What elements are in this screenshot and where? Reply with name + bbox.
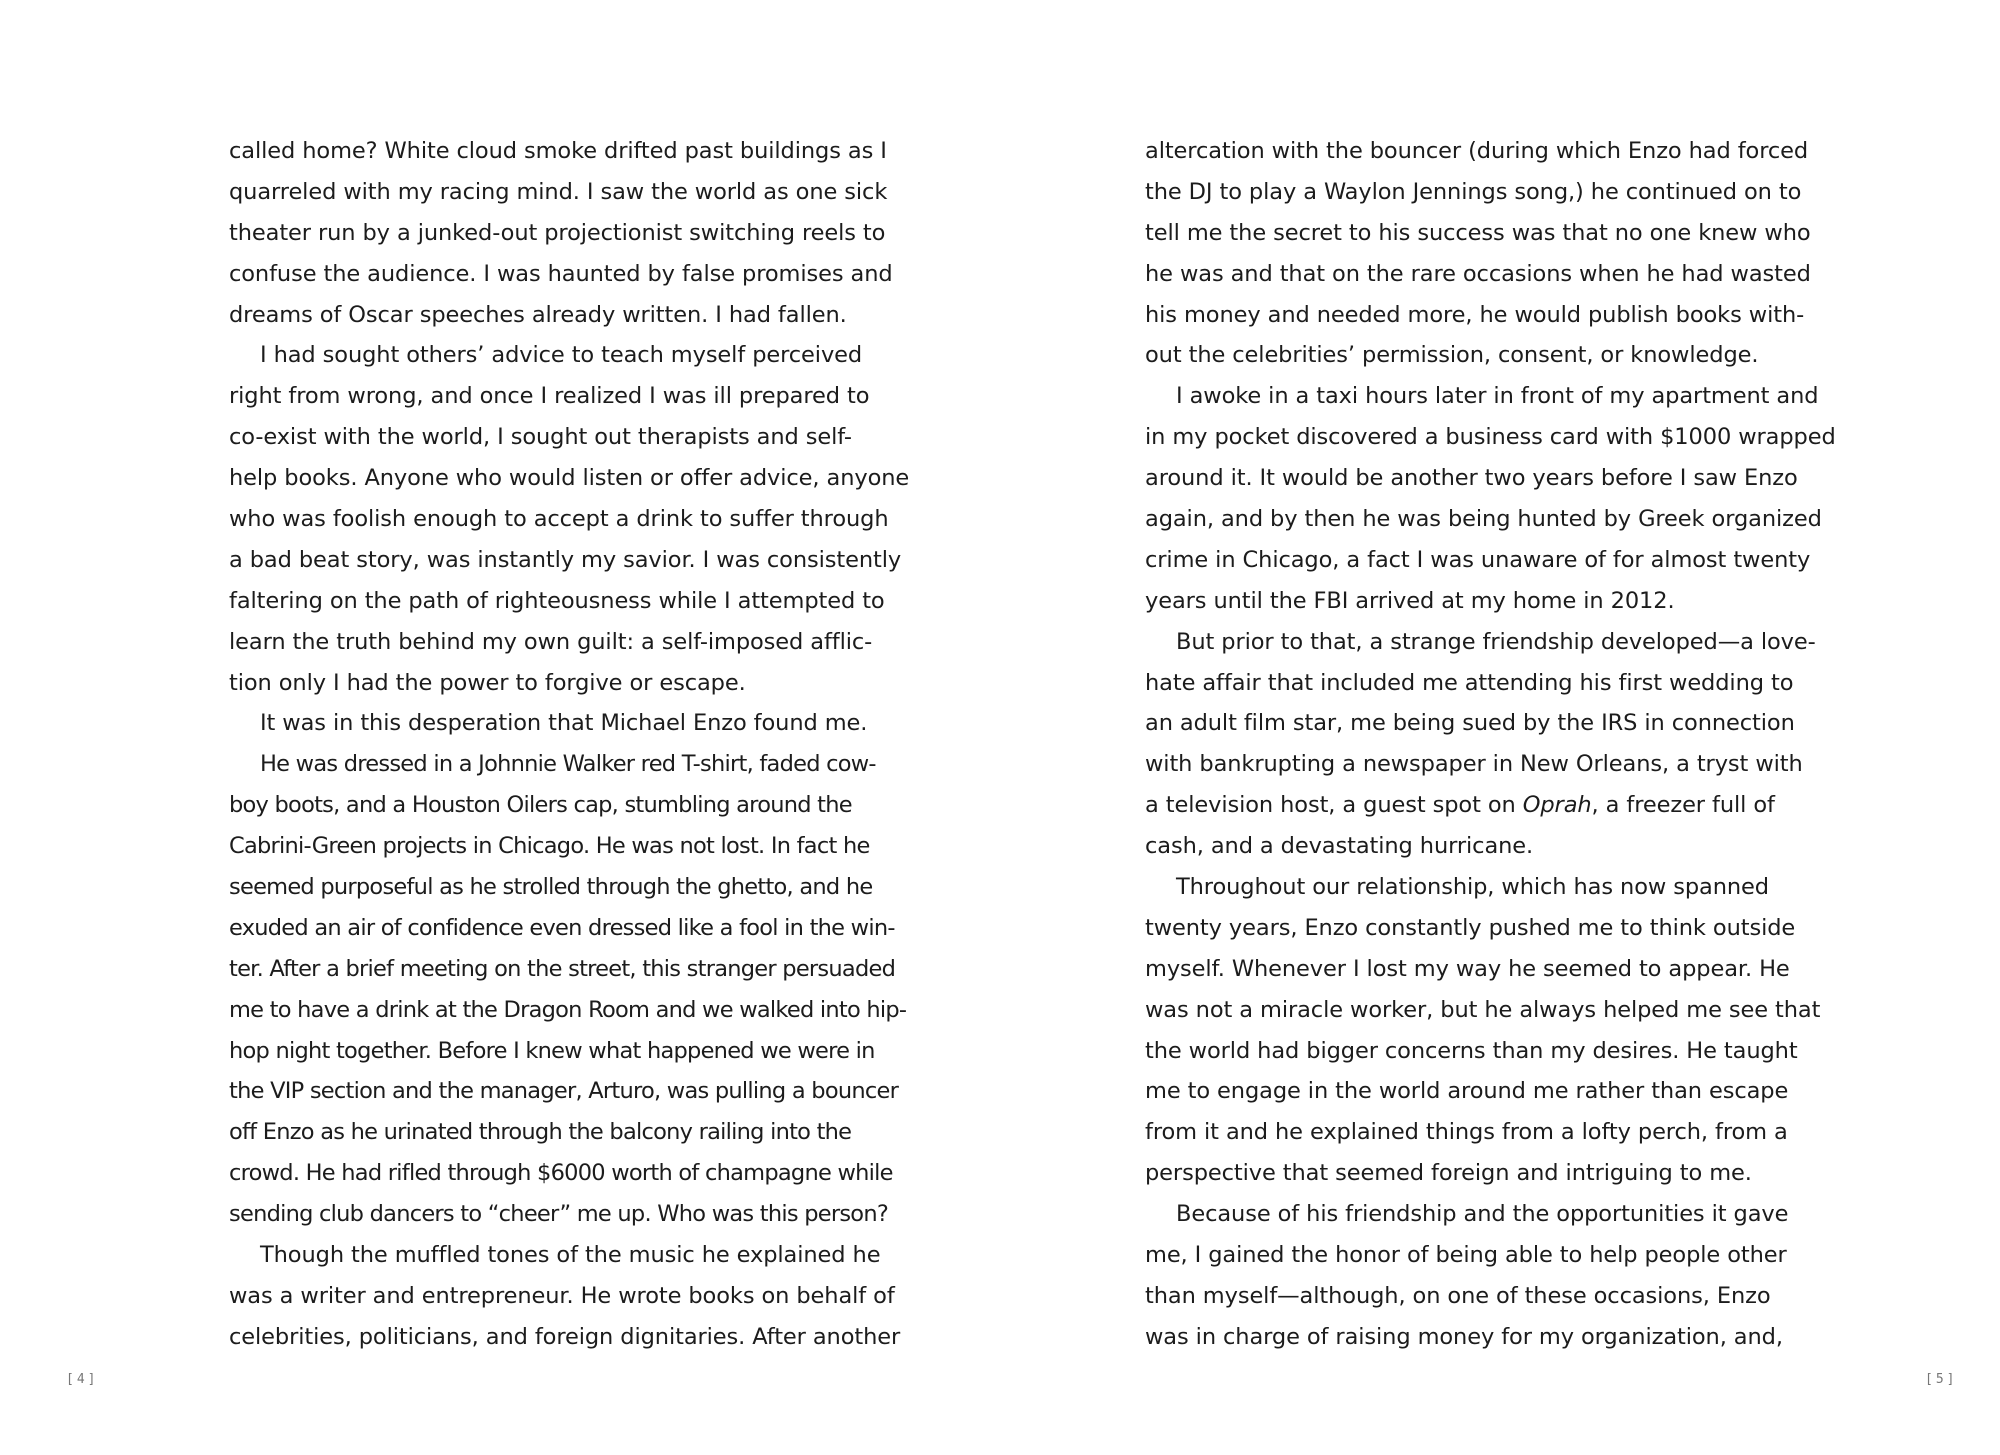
- text-line: Though the muffled tones of the music he explained he: [260, 1242, 881, 1269]
- text-segment: a television host, a guest spot on: [1145, 792, 1523, 819]
- text-line: faltering on the path of righteousness while I attempted to: [229, 587, 885, 614]
- text-segment: , a freezer full of: [1591, 792, 1775, 819]
- right-page-text: [1145, 131, 1836, 1358]
- text-line: a bad beat story, was instantly my savior. I was consistently: [229, 546, 902, 573]
- page-number-right: [5]: [1925, 1372, 1958, 1387]
- text-line: from it and he explained things from a lofty perch, from a: [1145, 1119, 1788, 1146]
- text-line: tell me the secret to his success was that no one knew who: [1145, 219, 1811, 246]
- italic-title: Oprah: [1522, 792, 1592, 819]
- page-number-left: [4]: [66, 1372, 99, 1387]
- text-line: crime in Chicago, a fact I was unaware of for almost twenty: [1145, 546, 1811, 573]
- text-line: confuse the audience. I was haunted by false promises and: [229, 260, 893, 287]
- text-line: his money and needed more, he would publish books with-: [1145, 301, 1805, 328]
- left-page-text: [229, 131, 910, 1358]
- text-line: perspective that seemed foreign and intriguing to me.: [1145, 1160, 1752, 1187]
- text-line: sending club dancers to “cheer” me up. Who was this person?: [229, 1201, 889, 1228]
- text-line: right from wrong, and once I realized I was ill prepared to: [229, 383, 870, 410]
- text-line: He was dressed in a Johnnie Walker red T-shirt, faded cow-: [260, 751, 876, 778]
- text-line: I had sought others’ advice to teach myself perceived: [260, 342, 863, 369]
- text-line: with bankrupting a newspaper in New Orleans, a tryst with: [1145, 751, 1803, 778]
- text-line: cash, and a devastating hurricane.: [1145, 833, 1534, 860]
- text-line: the VIP section and the manager, Arturo, was pulling a bouncer: [229, 1078, 899, 1105]
- text-line: hop night together. Before I knew what happened we were in: [229, 1037, 875, 1064]
- text-line: in my pocket discovered a business card with $1000 wrapped: [1145, 424, 1836, 451]
- text-line: celebrities, politicians, and foreign dignitaries. After another: [229, 1323, 901, 1350]
- text-line: myself. Whenever I lost my way he seemed to appear. He: [1145, 955, 1790, 982]
- text-line: out the celebrities’ permission, consent, or knowledge.: [1145, 342, 1759, 369]
- text-line: boy boots, and a Houston Oilers cap, stumbling around the: [229, 792, 852, 819]
- text-line: was a writer and entrepreneur. He wrote books on behalf of: [229, 1282, 895, 1309]
- text-line: It was in this desperation that Michael Enzo found me.: [260, 710, 868, 737]
- text-line: altercation with the bouncer (during which Enzo had forced: [1145, 138, 1809, 164]
- text-line: me, I gained the honor of being able to help people other: [1145, 1242, 1787, 1269]
- right-page: [1000, 0, 2000, 1455]
- text-line: co-exist with the world, I sought out therapists and self-: [229, 424, 852, 451]
- text-line: the DJ to play a Waylon Jennings song,) he continued on to: [1145, 178, 1802, 205]
- text-line: ter. After a brief meeting on the street, this stranger persuaded: [229, 955, 896, 982]
- text-line: called home? White cloud smoke drifted past buildings as I: [229, 138, 887, 164]
- text-line: dreams of Oscar speeches already written. I had fallen.: [229, 301, 847, 328]
- text-line: Throughout our relationship, which has now spanned: [1176, 874, 1769, 901]
- text-line: tion only I had the power to forgive or escape.: [229, 669, 746, 696]
- text-line: was in charge of raising money for my organization, and,: [1145, 1323, 1783, 1350]
- text-line: But prior to that, a strange friendship developed—a love-: [1176, 628, 1816, 655]
- text-line: around it. It would be another two years before I saw Enzo: [1145, 465, 1798, 492]
- text-line: the world had bigger concerns than my desires. He taught: [1145, 1037, 1798, 1064]
- text-line: than myself—although, on one of these occasions, Enzo: [1145, 1282, 1771, 1309]
- text-line: quarreled with my racing mind. I saw the world as one sick: [229, 178, 888, 205]
- text-line: he was and that on the rare occasions when he had wasted: [1145, 260, 1811, 287]
- text-line: me to engage in the world around me rather than escape: [1145, 1078, 1789, 1105]
- text-line: was not a miracle worker, but he always helped me see that: [1145, 996, 1821, 1023]
- text-line: seemed purposeful as he strolled through the ghetto, and he: [229, 874, 873, 901]
- text-line: [1145, 785, 1805, 826]
- text-line: years until the FBI arrived at my home in 2012.: [1145, 587, 1675, 614]
- text-line: hate affair that included me attending his first wedding to: [1145, 669, 1794, 696]
- text-line: me to have a drink at the Dragon Room and we walked into hip-: [229, 996, 907, 1023]
- text-line: learn the truth behind my own guilt: a self-imposed afflic-: [229, 628, 873, 655]
- text-line: exuded an air of confidence even dressed like a fool in the win-: [229, 914, 895, 941]
- text-line: I awoke in a taxi hours later in front of my apartment and: [1176, 383, 1819, 410]
- text-line: Cabrini-Green projects in Chicago. He was not lost. In fact he: [229, 833, 870, 860]
- text-line: help books. Anyone who would listen or offer advice, anyone: [229, 465, 910, 492]
- text-line: twenty years, Enzo constantly pushed me to think outside: [1145, 914, 1796, 941]
- text-line: an adult film star, me being sued by the IRS in connection: [1145, 710, 1795, 737]
- text-line: off Enzo as he urinated through the balcony railing into the: [229, 1119, 852, 1146]
- text-line: who was foolish enough to accept a drink to suffer through: [229, 506, 889, 533]
- text-line: again, and by then he was being hunted by Greek organized: [1145, 506, 1822, 533]
- text-line: theater run by a junked-out projectionist switching reels to: [229, 219, 886, 246]
- text-line: Because of his friendship and the opportunities it gave: [1176, 1201, 1789, 1228]
- text-line: crowd. He had rifled through $6000 worth of champagne while: [229, 1160, 893, 1187]
